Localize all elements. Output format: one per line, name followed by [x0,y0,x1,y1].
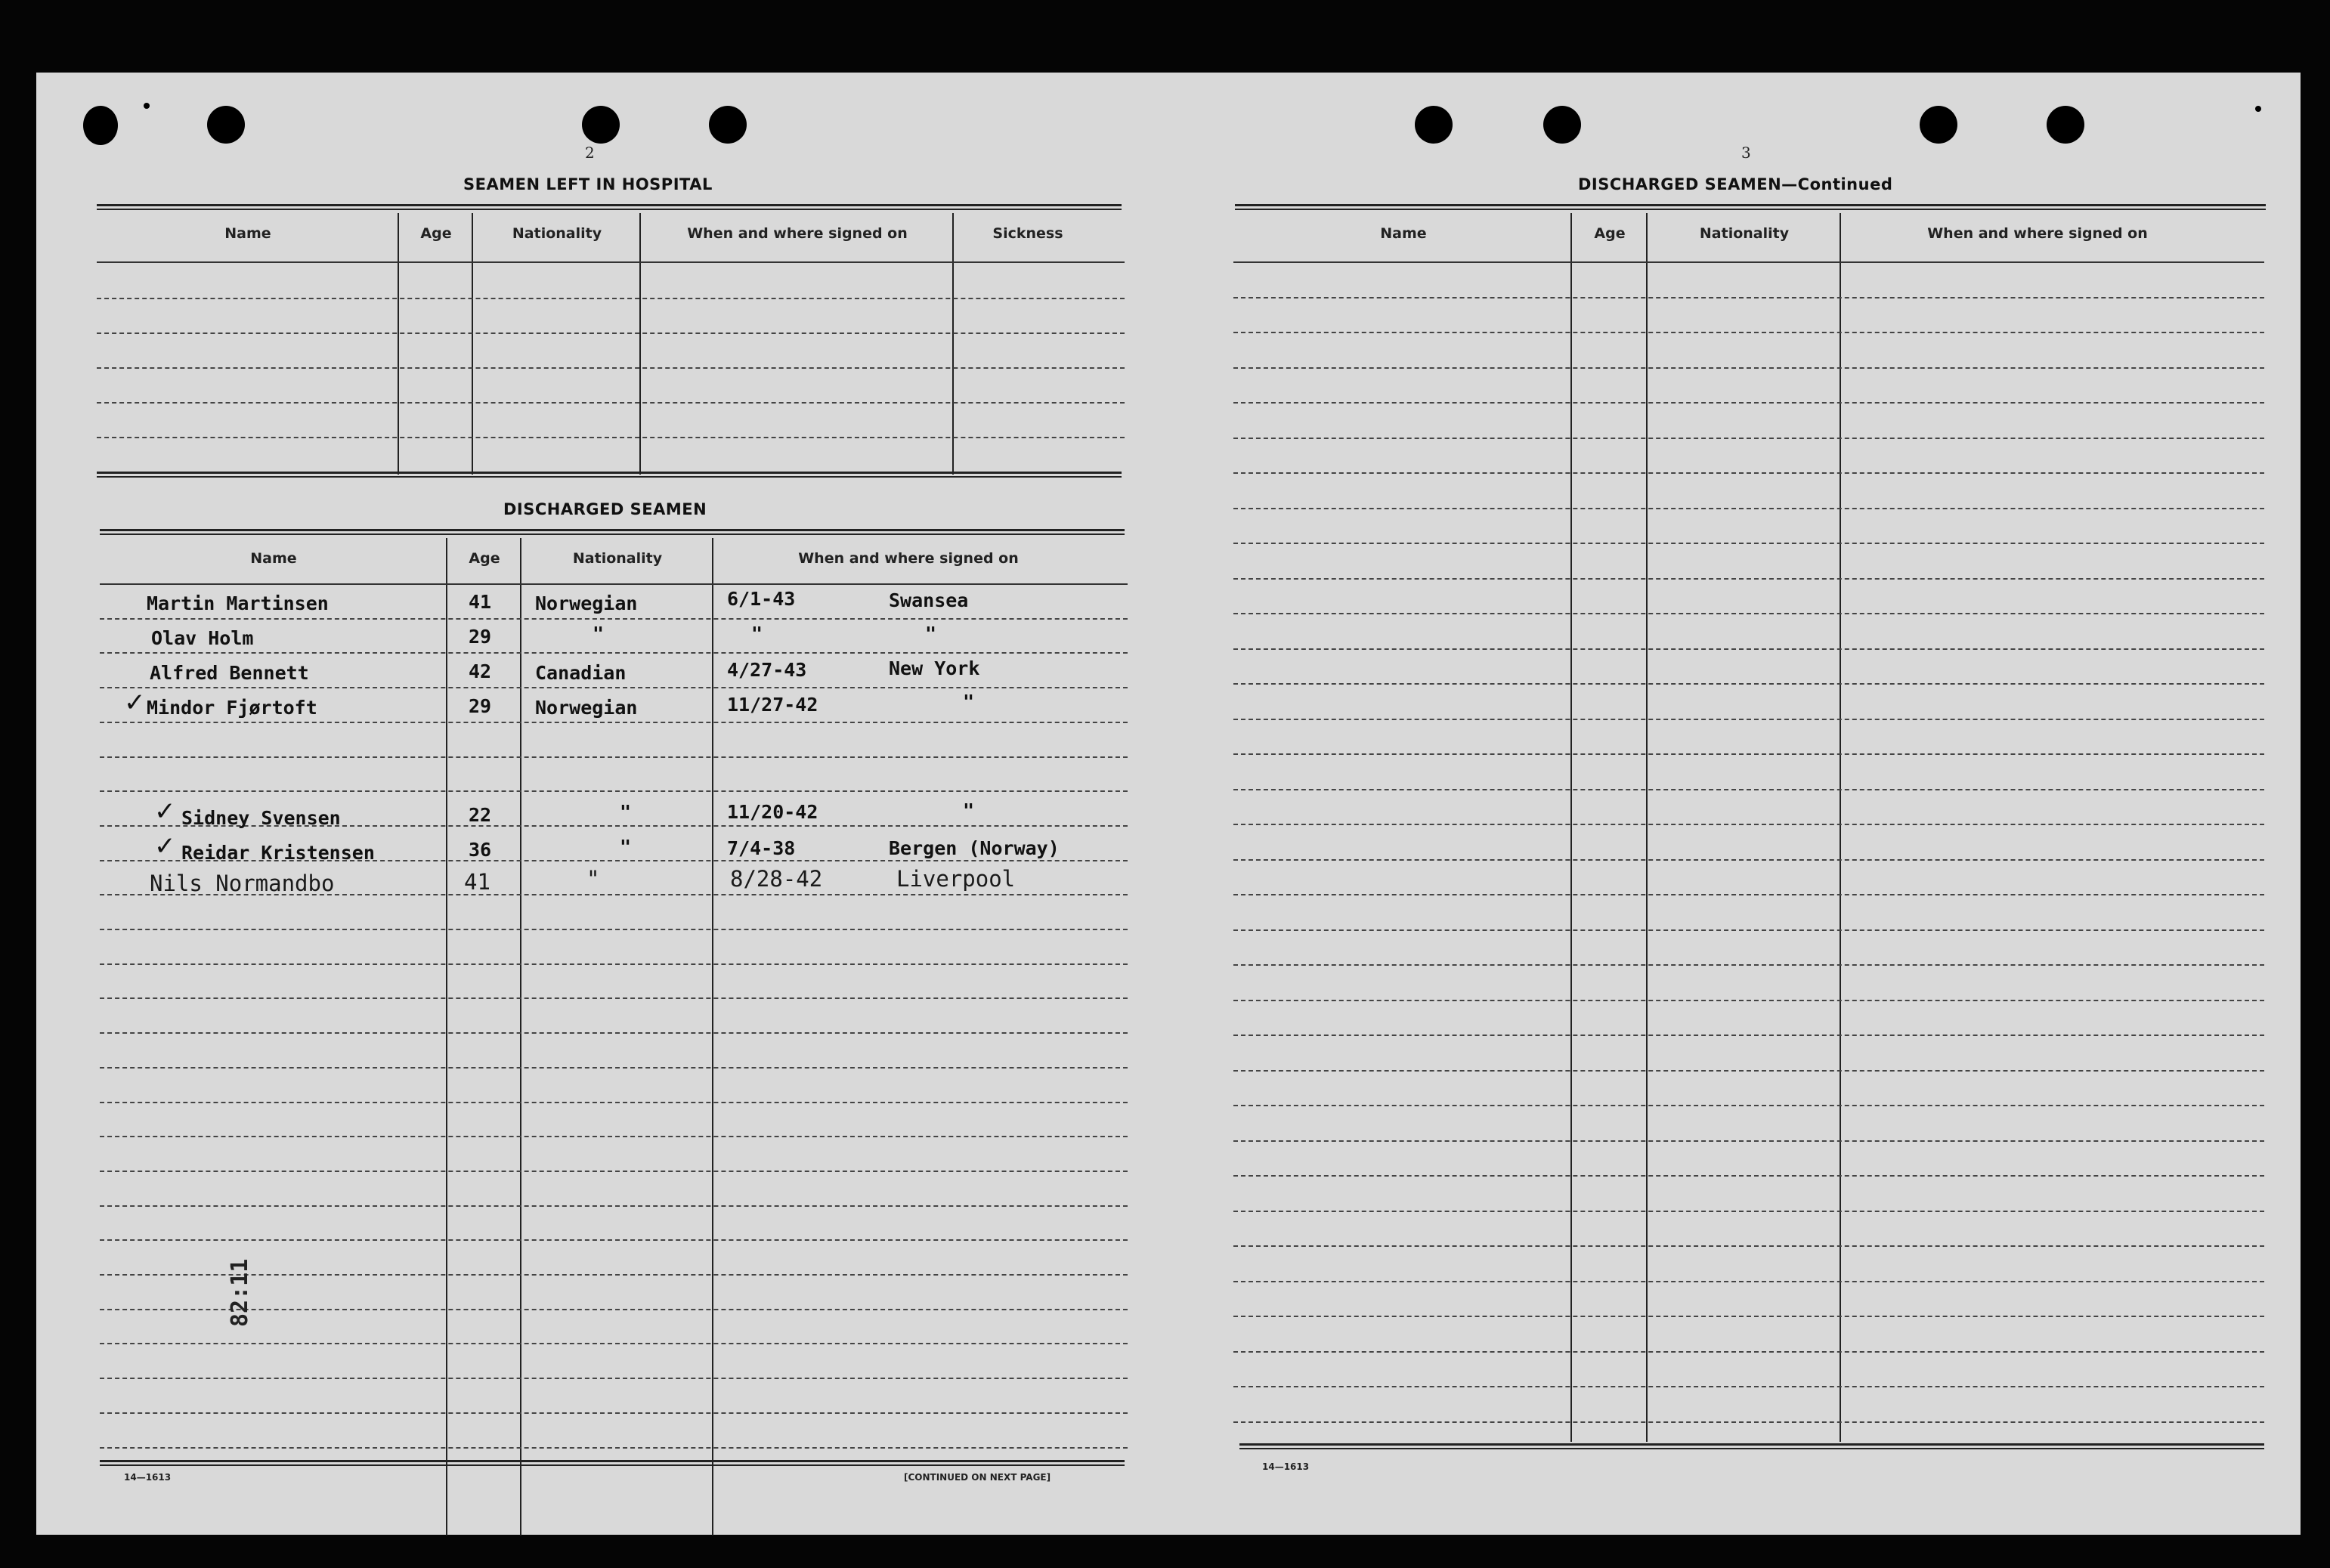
signed-on-place: " [963,799,975,821]
seaman-name: Martin Martinsen [147,592,329,614]
row-line [1233,719,2264,720]
row-line [100,722,1128,723]
col-header-nationality: Nationality [512,225,602,242]
row-line [100,1032,1128,1034]
double-rule [100,529,1125,535]
ink-dot [2255,106,2261,112]
column-divider [952,213,954,475]
punch-hole [1543,106,1581,144]
row-line [97,437,1125,438]
punch-hole [83,106,118,145]
seaman-age: 22 [469,804,492,826]
seaman-nationality: " [593,623,605,645]
row-line [100,1274,1128,1276]
signed-on-date: 7/4-38 [727,837,796,859]
page-number-left: 2 [585,144,595,162]
form-number-left: 14—1613 [124,1472,172,1483]
row-line [1233,1386,2264,1387]
rotated-stamp: 82:11 [227,1258,253,1327]
signed-on-date: 6/1-43 [727,588,796,610]
row-line [1233,543,2264,544]
row-line [1233,859,2264,861]
col-header-sickness: Sickness [992,225,1063,242]
row-line [1233,613,2264,614]
seaman-name: Sidney Svensen [181,807,341,829]
page-number-right: 3 [1741,144,1751,162]
col-header-age: Age [1594,225,1626,242]
seaman-nationality: " [620,801,632,823]
row-line [97,261,1125,263]
signed-on-date: 4/27-43 [727,659,807,681]
punch-hole [1920,106,1957,144]
row-line [100,1447,1128,1449]
signed-on-date: 11/27-42 [727,694,818,716]
double-rule [97,472,1122,478]
column-divider [1646,213,1648,1442]
signed-on-date: 11/20-42 [727,801,818,823]
row-line [1233,508,2264,509]
row-line [100,652,1128,654]
seaman-name: Olav Holm [151,627,254,649]
row-line [1233,1140,2264,1142]
row-line [1233,964,2264,966]
row-line [1233,578,2264,580]
row-line [100,1309,1128,1310]
seaman-name: Nils Normandbo [150,871,335,896]
hospital-title: SEAMEN LEFT IN HOSPITAL [463,175,713,193]
col-header-age: Age [469,550,500,567]
col-header-signed-on: When and where signed on [798,550,1019,567]
row-line [1233,1245,2264,1247]
row-line [100,756,1128,758]
col-header-nationality: Nationality [572,550,663,567]
col-header-age: Age [420,225,452,242]
seaman-age: 29 [469,626,492,648]
signed-on-place: Swansea [889,589,969,611]
discharged-continued-title [1578,175,1892,193]
seaman-nationality: " [620,836,632,858]
row-line [97,332,1125,334]
col-header-signed-on: When and where signed on [1927,225,2148,242]
row-line [1233,683,2264,685]
row-line [1233,1211,2264,1212]
row-line [1233,1281,2264,1282]
seaman-nationality: " [586,866,600,892]
row-line [1233,297,2264,298]
row-line [100,687,1128,688]
row-line [1233,648,2264,650]
double-rule [1239,1443,2264,1449]
col-header-name: Name [224,225,271,242]
col-header-name: Name [1380,225,1427,242]
punch-hole [2047,106,2084,144]
row-line [100,1412,1128,1414]
row-line [100,929,1128,930]
signed-on-date: 8/28-42 [730,866,823,892]
seaman-age: 41 [464,869,490,895]
row-line [1233,1421,2264,1423]
seaman-age: 36 [469,839,492,861]
row-line [1233,1175,2264,1177]
row-line [100,583,1128,585]
row-line [1233,332,2264,333]
ink-dot [144,103,150,109]
form-number-right: 14—1613 [1262,1461,1310,1472]
seaman-age: 29 [469,695,492,717]
discharged-title: DISCHARGED SEAMEN [503,500,707,518]
col-header-nationality: Nationality [1699,225,1790,242]
punch-hole [709,106,747,144]
row-line [100,1378,1128,1379]
check-mark: ✓ [154,831,176,861]
col-header-name: Name [250,550,297,567]
seaman-name: Mindor Fjørtoft [147,697,317,719]
row-line [100,1067,1128,1069]
row-line [100,1239,1128,1241]
signed-on-place: Bergen (Norway) [889,837,1060,859]
row-line [1233,929,2264,931]
row-line [1233,1316,2264,1317]
signed-on-place: " [963,691,975,713]
row-line [1233,824,2264,825]
row-line [100,1343,1128,1344]
seaman-age: 42 [469,660,492,682]
row-line [1233,1070,2264,1072]
title-main: DISCHARGED SEAMEN [1578,175,1782,193]
row-line [100,1205,1128,1207]
column-divider [639,213,641,475]
signed-on-date: " [751,623,763,645]
row-line [100,963,1128,965]
seaman-nationality: Norwegian [535,592,638,614]
double-rule [97,204,1122,210]
row-line [1233,753,2264,755]
row-line [1233,261,2264,263]
row-line [1233,789,2264,790]
seaman-nationality: Canadian [535,662,627,684]
signed-on-place: New York [889,657,980,679]
punch-hole [207,106,245,144]
seaman-name: Reidar Kristensen [181,842,375,864]
row-line [100,1102,1128,1103]
row-line [100,618,1128,620]
column-divider [1570,213,1572,1442]
row-line [100,790,1128,792]
row-line [1233,402,2264,404]
seaman-age: 41 [469,591,492,613]
row-line [1233,894,2264,895]
continued-note: [CONTINUED ON NEXT PAGE] [904,1472,1051,1483]
column-divider [1840,213,1841,1442]
seaman-name: Alfred Bennett [150,662,309,684]
check-mark: ✓ [154,796,176,827]
row-line [100,1171,1128,1172]
row-line [100,1136,1128,1137]
column-divider [472,213,473,475]
row-line [1233,1105,2264,1106]
seaman-nationality: Norwegian [535,697,638,719]
signed-on-place: Liverpool [896,866,1016,892]
col-header-signed-on: When and where signed on [687,225,908,242]
column-divider [398,213,399,475]
row-line [1233,1035,2264,1036]
row-line [100,997,1128,999]
punch-hole [582,106,620,144]
row-line [97,367,1125,369]
row-line [1233,472,2264,474]
row-line [1233,1000,2264,1001]
row-line [1233,438,2264,439]
row-line [97,402,1125,404]
document-sheet [36,73,2301,1535]
title-continued: —Continued [1781,175,1893,193]
double-rule [1235,204,2266,210]
row-line [1233,367,2264,369]
signed-on-place: " [925,623,937,645]
row-line [1233,1351,2264,1353]
double-rule [100,1460,1125,1466]
punch-hole [1415,106,1453,144]
check-mark: ✓ [124,688,146,718]
row-line [97,298,1125,299]
